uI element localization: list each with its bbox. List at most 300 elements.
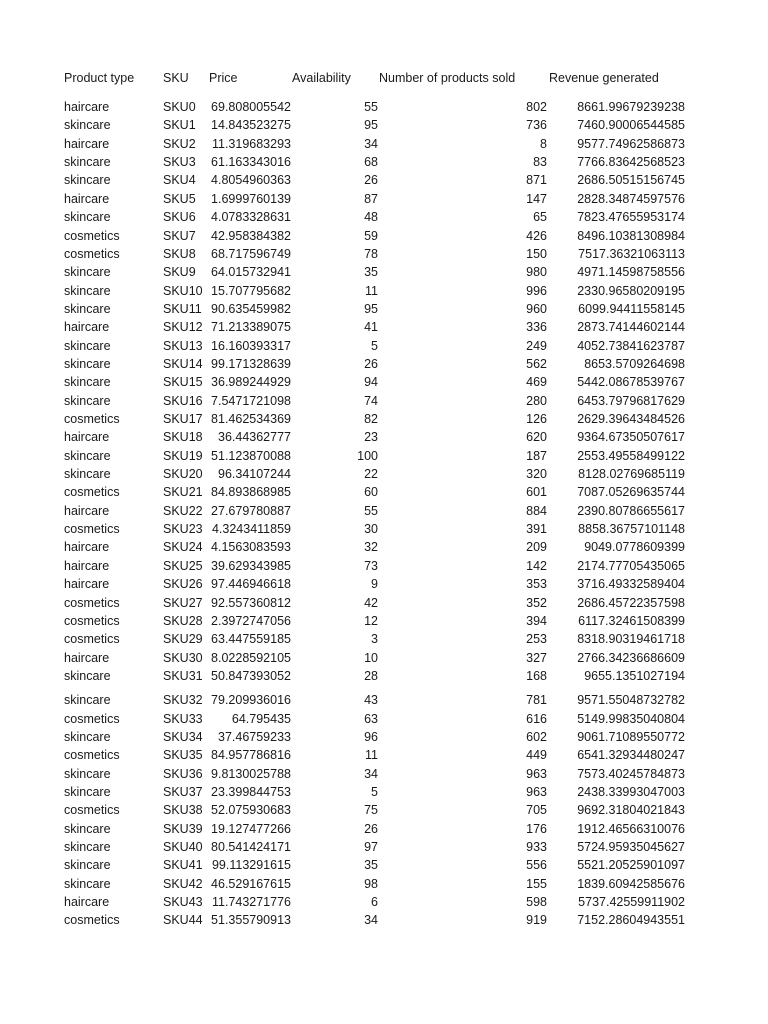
cell-revenue[interactable]: 7152.28604943551 <box>577 913 685 928</box>
cell-revenue[interactable]: 6453.79796817629 <box>577 393 685 408</box>
cell-sku[interactable]: SKU15 <box>163 375 203 390</box>
cell-sku[interactable]: SKU20 <box>163 467 203 481</box>
cell-sku[interactable]: SKU37 <box>163 785 203 799</box>
table-row <box>0 630 768 648</box>
cell-revenue[interactable]: 5521.20525901097 <box>577 858 685 873</box>
cell-availability[interactable]: 75 <box>364 803 378 818</box>
cell-availability[interactable]: 26 <box>364 356 378 371</box>
cell-product-type[interactable]: cosmetics <box>64 228 120 243</box>
cell-revenue[interactable]: 5149.99835040804 <box>577 711 685 726</box>
cell-revenue[interactable]: 2438.33993047003 <box>577 785 685 799</box>
cell-availability[interactable]: 48 <box>364 210 378 225</box>
cell-product-type[interactable]: haircare <box>64 577 110 592</box>
table-row <box>0 318 768 336</box>
header-products-sold[interactable]: Number of products sold <box>379 71 516 85</box>
cell-products-sold[interactable]: 960 <box>526 301 547 316</box>
cell-revenue[interactable]: 7087.05269635744 <box>577 485 685 500</box>
cell-product-type[interactable]: cosmetics <box>64 803 120 818</box>
cell-products-sold[interactable]: 426 <box>526 228 547 243</box>
cell-product-type[interactable]: haircare <box>64 100 110 114</box>
cell-availability[interactable]: 12 <box>364 613 378 628</box>
cell-sku[interactable]: SKU2 <box>163 136 196 151</box>
cell-sku[interactable]: SKU30 <box>163 650 203 665</box>
cell-revenue[interactable]: 8128.02769685119 <box>578 467 685 481</box>
cell-revenue[interactable]: 8318.90319461718 <box>577 632 685 647</box>
cell-sku[interactable]: SKU43 <box>163 895 203 910</box>
header-revenue[interactable]: Revenue generated <box>549 71 659 85</box>
cell-sku[interactable]: SKU19 <box>163 448 203 463</box>
cell-availability[interactable]: 32 <box>364 540 378 555</box>
cell-availability[interactable]: 68 <box>364 155 378 170</box>
cell-products-sold[interactable]: 933 <box>526 840 547 854</box>
cell-availability[interactable]: 11 <box>365 748 378 763</box>
cell-availability[interactable]: 78 <box>364 246 378 261</box>
cell-products-sold[interactable]: 353 <box>526 577 547 592</box>
cell-price[interactable]: 99.171328639 <box>211 356 291 371</box>
cell-availability[interactable]: 22 <box>364 467 378 481</box>
cell-product-type[interactable]: skincare <box>64 173 111 188</box>
header-price[interactable]: Price <box>209 71 238 85</box>
table-row <box>0 373 768 391</box>
cell-product-type[interactable]: skincare <box>64 876 111 891</box>
cell-products-sold[interactable]: 781 <box>526 693 547 708</box>
cell-sku[interactable]: SKU31 <box>163 668 203 683</box>
cell-products-sold[interactable]: 963 <box>526 785 547 799</box>
cell-sku[interactable]: SKU36 <box>163 766 203 781</box>
cell-products-sold[interactable]: 209 <box>526 540 547 555</box>
cell-product-type[interactable]: skincare <box>64 693 111 708</box>
cell-product-type[interactable]: skincare <box>64 858 111 873</box>
cell-revenue[interactable]: 5737.42559911902 <box>578 895 685 910</box>
table-row <box>0 171 768 189</box>
cell-products-sold[interactable]: 168 <box>526 668 547 683</box>
table-row <box>0 227 768 245</box>
cell-sku[interactable]: SKU6 <box>163 210 196 225</box>
cell-revenue[interactable]: 9692.31804021843 <box>577 803 685 818</box>
table-row <box>0 135 768 153</box>
cell-price[interactable]: 64.015732941 <box>211 265 291 280</box>
cell-price[interactable]: 15.707795682 <box>211 283 291 298</box>
table-row <box>0 245 768 263</box>
cell-sku[interactable]: SKU9 <box>163 265 196 280</box>
cell-products-sold[interactable]: 919 <box>526 913 547 928</box>
cell-price[interactable]: 71.213389075 <box>211 320 291 335</box>
cell-product-type[interactable]: haircare <box>64 191 110 206</box>
cell-revenue[interactable]: 9577.74962586873 <box>577 136 685 151</box>
cell-sku[interactable]: SKU21 <box>163 485 203 500</box>
table-row <box>0 594 768 612</box>
cell-revenue[interactable]: 3716.49332589404 <box>577 577 685 592</box>
cell-availability[interactable]: 26 <box>364 821 378 836</box>
cell-availability[interactable]: 55 <box>364 503 378 518</box>
cell-price[interactable]: 63.447559185 <box>211 632 291 647</box>
cell-price[interactable]: 69.808005542 <box>211 100 291 114</box>
cell-availability[interactable]: 35 <box>364 858 378 873</box>
cell-products-sold[interactable]: 126 <box>526 412 547 426</box>
cell-revenue[interactable]: 6541.32934480247 <box>577 748 685 763</box>
cell-sku[interactable]: SKU22 <box>163 503 203 518</box>
cell-sku[interactable]: SKU28 <box>163 613 203 628</box>
cell-sku[interactable]: SKU18 <box>163 430 203 445</box>
cell-revenue[interactable]: 9364.67350507617 <box>577 430 685 445</box>
table-row <box>0 820 768 838</box>
table-row <box>0 667 768 685</box>
cell-price[interactable]: 84.957786816 <box>211 748 291 763</box>
cell-products-sold[interactable]: 65 <box>533 210 547 225</box>
cell-availability[interactable]: 98 <box>364 876 378 891</box>
cell-availability[interactable]: 6 <box>371 895 378 910</box>
cell-availability[interactable]: 9 <box>371 577 378 592</box>
cell-price[interactable]: 50.847393052 <box>211 668 291 683</box>
cell-price[interactable]: 8.0228592105 <box>211 650 291 665</box>
cell-sku[interactable]: SKU12 <box>163 320 203 335</box>
cell-product-type[interactable]: haircare <box>64 558 110 573</box>
cell-products-sold[interactable]: 620 <box>526 430 547 445</box>
cell-price[interactable]: 2.3972747056 <box>211 613 291 628</box>
cell-availability[interactable]: 30 <box>364 522 378 536</box>
cell-price[interactable]: 92.557360812 <box>211 595 291 610</box>
cell-sku[interactable]: SKU5 <box>163 191 196 206</box>
cell-revenue[interactable]: 4971.14598758556 <box>577 265 685 280</box>
cell-sku[interactable]: SKU33 <box>163 711 203 726</box>
cell-product-type[interactable]: skincare <box>64 766 111 781</box>
cell-sku[interactable]: SKU29 <box>163 632 203 647</box>
header-availability[interactable]: Availability <box>292 71 351 85</box>
cell-products-sold[interactable]: 155 <box>526 876 547 891</box>
cell-availability[interactable]: 63 <box>364 711 378 726</box>
cell-price[interactable]: 51.123870088 <box>211 448 291 463</box>
cell-product-type[interactable]: haircare <box>64 136 110 151</box>
cell-products-sold[interactable]: 871 <box>526 173 547 188</box>
table-row <box>0 710 768 728</box>
cell-revenue[interactable]: 2686.50515156745 <box>577 173 685 188</box>
cell-product-type[interactable]: cosmetics <box>64 613 120 628</box>
cell-availability[interactable]: 59 <box>364 228 378 243</box>
cell-availability[interactable]: 11 <box>365 283 378 298</box>
cell-product-type[interactable]: skincare <box>64 375 111 390</box>
table-row <box>0 649 768 667</box>
cell-product-type[interactable]: skincare <box>64 785 111 799</box>
cell-revenue[interactable]: 7823.47655953174 <box>577 210 685 225</box>
cell-price[interactable]: 61.163343016 <box>211 155 291 170</box>
cell-availability[interactable]: 95 <box>364 118 378 133</box>
cell-products-sold[interactable]: 963 <box>526 766 547 781</box>
cell-revenue[interactable]: 6099.94411558145 <box>578 301 685 316</box>
cell-revenue[interactable]: 5442.08678539767 <box>577 375 685 390</box>
cell-price[interactable]: 64.795435 <box>231 711 291 726</box>
cell-products-sold[interactable]: 394 <box>526 613 547 628</box>
cell-products-sold[interactable]: 602 <box>526 729 547 744</box>
cell-price[interactable]: 7.5471721098 <box>211 393 291 408</box>
cell-revenue[interactable]: 7517.36321063113 <box>578 246 685 261</box>
cell-product-type[interactable]: skincare <box>64 729 111 744</box>
cell-price[interactable]: 90.635459982 <box>211 301 291 316</box>
cell-price[interactable]: 4.8054960363 <box>211 173 291 188</box>
cell-products-sold[interactable]: 147 <box>526 191 547 206</box>
cell-sku[interactable]: SKU0 <box>163 100 196 114</box>
cell-products-sold[interactable]: 802 <box>526 100 547 114</box>
cell-price[interactable]: 4.0783328631 <box>211 210 291 225</box>
cell-revenue[interactable]: 9655.1351027194 <box>584 668 685 683</box>
cell-product-type[interactable]: cosmetics <box>64 412 120 426</box>
cell-availability[interactable]: 23 <box>364 430 378 445</box>
cell-products-sold[interactable]: 996 <box>526 283 547 298</box>
cell-price[interactable]: 11.319683293 <box>211 136 291 151</box>
cell-sku[interactable]: SKU16 <box>163 393 203 408</box>
cell-product-type[interactable]: haircare <box>64 895 110 910</box>
cell-revenue[interactable]: 8661.99679239238 <box>577 100 685 114</box>
cell-availability[interactable]: 34 <box>364 913 378 928</box>
cell-sku[interactable]: SKU35 <box>163 748 203 763</box>
cell-products-sold[interactable]: 391 <box>526 522 547 536</box>
cell-price[interactable]: 27.679780887 <box>211 503 291 518</box>
cell-products-sold[interactable]: 280 <box>526 393 547 408</box>
cell-product-type[interactable]: skincare <box>64 338 111 353</box>
cell-revenue[interactable]: 9049.0778609399 <box>584 540 685 555</box>
cell-availability[interactable]: 74 <box>364 393 378 408</box>
cell-availability[interactable]: 34 <box>364 766 378 781</box>
cell-availability[interactable]: 87 <box>364 191 378 206</box>
header-sku[interactable]: SKU <box>163 71 189 85</box>
cell-products-sold[interactable]: 705 <box>526 803 547 818</box>
cell-sku[interactable]: SKU41 <box>163 858 203 873</box>
cell-availability[interactable]: 5 <box>371 338 378 353</box>
cell-price[interactable]: 9.8130025788 <box>211 766 291 781</box>
cell-product-type[interactable]: haircare <box>64 650 110 665</box>
cell-sku[interactable]: SKU23 <box>163 522 203 536</box>
cell-product-type[interactable]: haircare <box>64 320 110 335</box>
cell-revenue[interactable]: 8653.5709264698 <box>584 356 685 371</box>
cell-product-type[interactable]: haircare <box>64 503 110 518</box>
cell-sku[interactable]: SKU8 <box>163 246 196 261</box>
cell-products-sold[interactable]: 980 <box>526 265 547 280</box>
cell-revenue[interactable]: 7573.40245784873 <box>577 766 685 781</box>
cell-products-sold[interactable]: 616 <box>526 711 547 726</box>
cell-price[interactable]: 80.541424171 <box>211 840 291 854</box>
cell-product-type[interactable]: skincare <box>64 283 111 298</box>
cell-sku[interactable]: SKU34 <box>163 729 203 744</box>
cell-price[interactable]: 23.399844753 <box>211 785 291 799</box>
cell-sku[interactable]: SKU24 <box>163 540 203 555</box>
table-row <box>0 575 768 593</box>
cell-revenue[interactable]: 9571.55048732782 <box>577 693 685 708</box>
cell-sku[interactable]: SKU25 <box>163 558 203 573</box>
table-row <box>0 612 768 630</box>
cell-availability[interactable]: 82 <box>364 412 378 426</box>
cell-price[interactable]: 84.893868985 <box>211 485 291 500</box>
cell-product-type[interactable]: skincare <box>64 821 111 836</box>
cell-availability[interactable]: 94 <box>364 375 378 390</box>
cell-sku[interactable]: SKU14 <box>163 356 203 371</box>
cell-product-type[interactable]: skincare <box>64 118 111 133</box>
cell-product-type[interactable]: skincare <box>64 356 111 371</box>
cell-product-type[interactable]: cosmetics <box>64 632 120 647</box>
cell-availability[interactable]: 26 <box>364 173 378 188</box>
cell-product-type[interactable]: cosmetics <box>64 595 120 610</box>
cell-sku[interactable]: SKU3 <box>163 155 196 170</box>
cell-price[interactable]: 4.1563083593 <box>211 540 291 555</box>
cell-revenue[interactable]: 8858.36757101148 <box>578 522 685 536</box>
cell-products-sold[interactable]: 8 <box>540 136 547 151</box>
cell-revenue[interactable]: 2553.49558499122 <box>577 448 685 463</box>
cell-price[interactable]: 79.209936016 <box>211 693 291 708</box>
cell-sku[interactable]: SKU4 <box>163 173 196 188</box>
cell-availability[interactable]: 3 <box>371 632 378 647</box>
cell-products-sold[interactable]: 253 <box>526 632 547 647</box>
cell-sku[interactable]: SKU1 <box>163 118 196 133</box>
table-row <box>0 765 768 783</box>
cell-availability[interactable]: 5 <box>371 785 378 799</box>
cell-availability[interactable]: 41 <box>364 320 378 335</box>
cell-availability[interactable]: 43 <box>364 693 378 708</box>
cell-products-sold[interactable]: 327 <box>526 650 547 665</box>
cell-products-sold[interactable]: 320 <box>526 467 547 481</box>
cell-product-type[interactable]: cosmetics <box>64 246 120 261</box>
cell-price[interactable]: 81.462534369 <box>211 412 291 426</box>
table-row <box>0 801 768 819</box>
cell-products-sold[interactable]: 83 <box>533 155 547 170</box>
cell-sku[interactable]: SKU13 <box>163 338 203 353</box>
table-row <box>0 838 768 856</box>
cell-product-type[interactable]: cosmetics <box>64 485 120 500</box>
cell-revenue[interactable]: 5724.95935045627 <box>577 840 685 854</box>
table-row <box>0 300 768 318</box>
table-row <box>0 893 768 911</box>
cell-product-type[interactable]: haircare <box>64 540 110 555</box>
cell-availability[interactable]: 35 <box>364 265 378 280</box>
cell-price[interactable]: 96.34107244 <box>218 467 291 481</box>
cell-price[interactable]: 99.113291615 <box>211 858 291 873</box>
cell-price[interactable]: 16.160393317 <box>211 338 291 353</box>
cell-availability[interactable]: 95 <box>364 301 378 316</box>
cell-price[interactable]: 97.446946618 <box>211 577 291 592</box>
cell-price[interactable]: 19.127477266 <box>211 821 291 836</box>
cell-product-type[interactable]: cosmetics <box>64 711 120 726</box>
cell-products-sold[interactable]: 736 <box>526 118 547 133</box>
cell-revenue[interactable]: 7460.90006544585 <box>577 118 685 133</box>
table-row <box>0 355 768 373</box>
cell-products-sold[interactable]: 249 <box>526 338 547 353</box>
cell-availability[interactable]: 10 <box>364 650 378 665</box>
table-row <box>0 447 768 465</box>
cell-product-type[interactable]: skincare <box>64 668 111 683</box>
cell-price[interactable]: 51.355790913 <box>211 913 291 928</box>
cell-sku[interactable]: SKU32 <box>163 693 203 708</box>
cell-availability[interactable]: 73 <box>364 558 378 573</box>
cell-products-sold[interactable]: 598 <box>526 895 547 910</box>
cell-price[interactable]: 14.843523275 <box>211 118 291 133</box>
cell-products-sold[interactable]: 449 <box>526 748 547 763</box>
cell-price[interactable]: 4.3243411859 <box>211 522 291 536</box>
table-row <box>0 502 768 520</box>
cell-revenue[interactable]: 2174.77705435065 <box>577 558 685 573</box>
header-product-type[interactable]: Product type <box>64 71 135 85</box>
cell-product-type[interactable]: cosmetics <box>64 748 120 763</box>
cell-availability[interactable]: 96 <box>364 729 378 744</box>
cell-product-type[interactable]: skincare <box>64 393 111 408</box>
cell-products-sold[interactable]: 336 <box>526 320 547 335</box>
table-row <box>0 783 768 801</box>
cell-revenue[interactable]: 7766.83642568523 <box>577 155 685 170</box>
cell-product-type[interactable]: skincare <box>64 265 111 280</box>
cell-revenue[interactable]: 1912.46566310076 <box>577 821 685 836</box>
cell-product-type[interactable]: cosmetics <box>64 913 120 928</box>
cell-price[interactable]: 37.46759233 <box>218 729 291 744</box>
cell-availability[interactable]: 28 <box>364 668 378 683</box>
cell-availability[interactable]: 97 <box>364 840 378 854</box>
cell-product-type[interactable]: cosmetics <box>64 522 120 536</box>
cell-sku[interactable]: SKU27 <box>163 595 203 610</box>
cell-price[interactable]: 42.958384382 <box>211 228 291 243</box>
cell-revenue[interactable]: 4052.73841623787 <box>577 338 685 353</box>
cell-product-type[interactable]: skincare <box>64 301 111 316</box>
cell-product-type[interactable]: skincare <box>64 840 111 854</box>
cell-sku[interactable]: SKU39 <box>163 821 203 836</box>
cell-products-sold[interactable]: 176 <box>526 821 547 836</box>
cell-revenue[interactable]: 6117.32461508399 <box>578 613 685 628</box>
cell-products-sold[interactable]: 469 <box>526 375 547 390</box>
cell-sku[interactable]: SKU10 <box>163 283 203 298</box>
cell-product-type[interactable]: skincare <box>64 448 111 463</box>
cell-sku[interactable]: SKU40 <box>163 840 203 854</box>
cell-revenue[interactable]: 2330.96580209195 <box>577 283 685 298</box>
cell-products-sold[interactable]: 601 <box>526 485 547 500</box>
cell-product-type[interactable]: haircare <box>64 430 110 445</box>
cell-revenue[interactable]: 2873.74144602144 <box>577 320 685 335</box>
cell-revenue[interactable]: 9061.71089550772 <box>577 729 685 744</box>
cell-revenue[interactable]: 8496.10381308984 <box>577 228 685 243</box>
cell-sku[interactable]: SKU42 <box>163 876 203 891</box>
cell-price[interactable]: 39.629343985 <box>211 558 291 573</box>
cell-revenue[interactable]: 2828.34874597576 <box>577 191 685 206</box>
cell-products-sold[interactable]: 187 <box>526 448 547 463</box>
table-row <box>0 282 768 300</box>
cell-availability[interactable]: 100 <box>357 448 378 463</box>
cell-price[interactable]: 1.6999760139 <box>211 191 291 206</box>
cell-sku[interactable]: SKU26 <box>163 577 203 592</box>
cell-sku[interactable]: SKU38 <box>163 803 203 818</box>
cell-price[interactable]: 11.743271776 <box>211 895 291 910</box>
cell-revenue[interactable]: 2390.80786655617 <box>577 503 685 518</box>
cell-price[interactable]: 36.44362777 <box>218 430 291 445</box>
cell-sku[interactable]: SKU17 <box>163 412 203 426</box>
cell-revenue[interactable]: 1839.60942585676 <box>577 876 685 891</box>
cell-product-type[interactable]: skincare <box>64 210 111 225</box>
cell-availability[interactable]: 42 <box>364 595 378 610</box>
cell-availability[interactable]: 60 <box>364 485 378 500</box>
cell-product-type[interactable]: skincare <box>64 155 111 170</box>
cell-revenue[interactable]: 2629.39643484526 <box>577 412 685 426</box>
cell-products-sold[interactable]: 150 <box>526 246 547 261</box>
cell-sku[interactable]: SKU44 <box>163 913 203 928</box>
cell-products-sold[interactable]: 562 <box>526 356 547 371</box>
cell-sku[interactable]: SKU7 <box>163 228 196 243</box>
cell-price[interactable]: 36.989244929 <box>211 375 291 390</box>
cell-product-type[interactable]: skincare <box>64 467 111 481</box>
cell-products-sold[interactable]: 142 <box>526 558 547 573</box>
cell-products-sold[interactable]: 884 <box>526 503 547 518</box>
cell-availability[interactable]: 34 <box>364 136 378 151</box>
cell-revenue[interactable]: 2686.45722357598 <box>577 595 685 610</box>
cell-price[interactable]: 46.529167615 <box>211 876 291 891</box>
cell-products-sold[interactable]: 352 <box>526 595 547 610</box>
cell-revenue[interactable]: 2766.34236686609 <box>577 650 685 665</box>
cell-price[interactable]: 68.717596749 <box>211 246 291 261</box>
cell-sku[interactable]: SKU11 <box>163 301 202 316</box>
cell-products-sold[interactable]: 556 <box>526 858 547 873</box>
cell-price[interactable]: 52.075930683 <box>211 803 291 818</box>
cell-availability[interactable]: 55 <box>364 100 378 114</box>
